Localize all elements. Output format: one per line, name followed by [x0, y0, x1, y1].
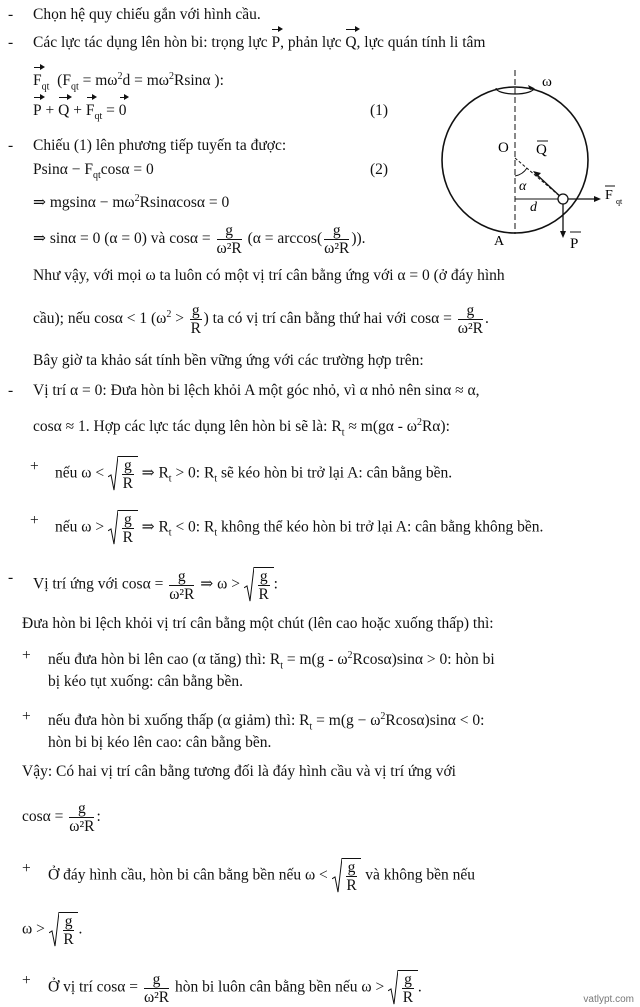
text: , lực quán tính li tâm — [356, 34, 486, 51]
equation-label: (1) — [370, 102, 389, 119]
text: Các lực tác dụng lên hòn bi: trọng lực — [33, 34, 268, 51]
bullet-dash: - — [8, 6, 14, 23]
label-alpha: α — [519, 179, 527, 194]
vector-P: P — [271, 32, 280, 54]
label-omega: ω — [542, 74, 552, 90]
ball — [558, 194, 568, 204]
vector-F: F — [33, 70, 42, 92]
vector-Q: Q — [345, 32, 356, 54]
document-page: - Chọn hệ quy chiếu gắn với hình cầu. - Các lực tác dụng lên hòn bi: trọng lực P, phản lực Q, lực quán tính li tâm $F_{qt}$ ($F_{qt} = m\omega^2d = m\omega^2Rsin\alpha$ ): $P + Q + F_{qt} = 0$ (1) - Chiếu (1) lên phương tiếp tuyến ta được: $Psin\alpha - F_{qt}\cos\alpha = 0$ (2) ⇒ $mgsin\alpha - m\omega^2Rsin\alpha\cos\alpha = 0$ ⇒ sinα = 0 (α = 0) và cosα = $\frac{g}{\text{ω²R}}$ (α = arccos( $\frac{g}{\text{ω²R}}$ )). ω O α d Q F qt P A Như vậy, với mọi ω ta luôn có một vị trí cân bằng ứng với α = 0 (ở đáy hình cầu); nếu cosα < 1 ($\omega^2$ > $\frac{g}{R}$ ) ta có vị trí cân bằng thứ hai với cosα = $\frac{g}{\text{ω²R}}$ . Bây giờ ta khảo sát tính bền vững ứng với các trường hợp trên: - Vị trí α = 0: Đưa hòn bi lệch khỏi A một góc nhỏ, vì α nhỏ nên sinα ≈ α, cosα ≈ 1. Hợp các lực tác dụng lên hòn bi sẽ là: $R_t \approx m(g\alpha - \omega^2R\alpha)$: + nếu ω < $\frac{g}{R}$ ⇒ $R_t > 0$: $R_t$ sẽ kéo hòn bi trở lại A: cân bằng bền. + nếu ω > $\frac{g}{R}$ ⇒ $R_t < 0$: $R_t$ không thể kéo hòn bi trở lại A: cân bằng không bền. - Vị trí ứng với cosα = $\frac{g}{\text{ω²R}}$ ⇒ ω > $\frac{g}{R}$ : Đưa hòn bi lệch khỏi vị trí cân bằng một chút (lên cao hoặc xuống thấp) thì: + nếu đưa hòn bi lên cao (α tăng) thì: $R_t = m(g - \omega^2Rcos\alpha)\sin\alpha > 0$: hòn bi bị kéo tụt xuống: cân bằng bền. + nếu đưa hòn bi xuống thấp (α giảm) thì: $R_t = m(g - \omega^2Rcos\alpha)\sin\alpha < 0$: hòn bi bị kéo lên cao: cân bằng bền. Vậy: Có hai vị trí cân bằng tương đối là đáy hình cầu và vị trí ứng với cosα = $\frac{g}{\text{ω²R}}$ : + Ở đáy hình cầu, hòn bi cân bằng bền nếu ω < $\frac{g}{R}$ và không bền nếu ω > $\frac{g}{R}$ . + Ở vị trí cosα = $\frac{g}{\text{ω²R}}$ hòn bi luôn cân bằng bền nếu ω > $\frac{g}{R}$ . vatlypt.com — [8, 6, 634, 1006]
text: , phản lực — [280, 34, 342, 51]
equation-label: (2) — [370, 161, 389, 178]
watermark: vatlypt.com — [583, 994, 634, 1005]
label-P: P — [570, 236, 579, 252]
bullet-dash: - — [8, 34, 14, 51]
vector-Q-arrow — [535, 173, 563, 199]
sphere-diagram — [430, 66, 635, 256]
label-F: F — [605, 188, 613, 203]
svg-text:qt: qt — [616, 197, 623, 206]
label-A: A — [494, 234, 505, 249]
text: Chọn hệ quy chiếu gắn với hình cầu. — [33, 6, 261, 23]
label-Q: Q — [536, 142, 547, 158]
label-d: d — [530, 200, 537, 215]
label-O: O — [498, 140, 509, 156]
